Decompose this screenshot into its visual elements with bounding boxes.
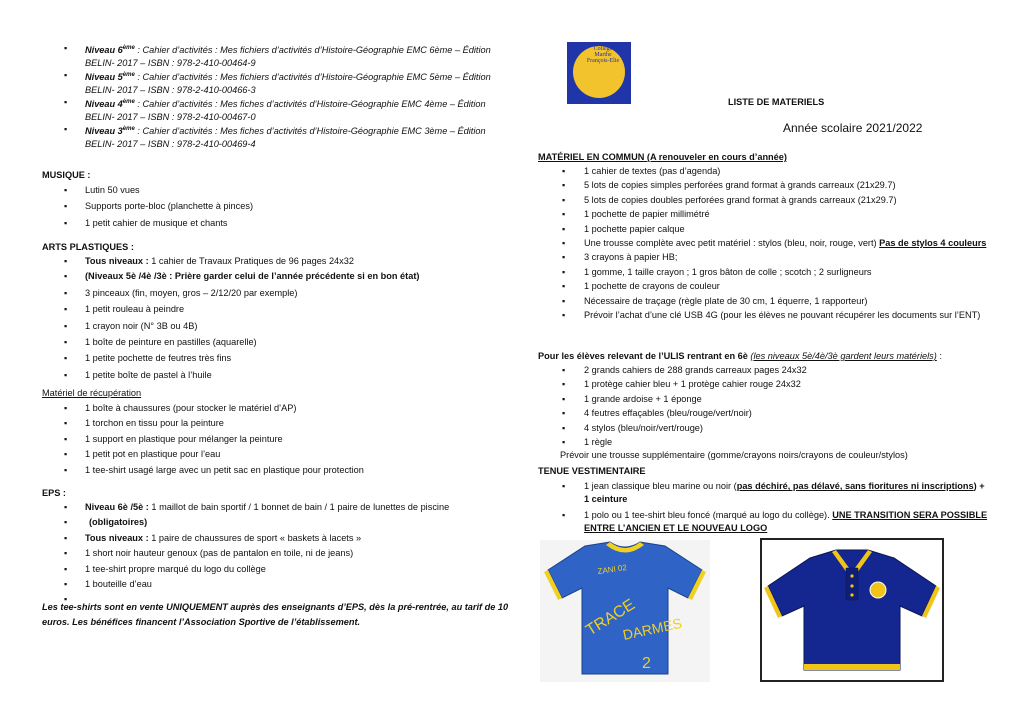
list-item: ▪ 1 short noir hauteur genoux (pas de pantalon en toile, ni de jeans): [42, 547, 512, 560]
list-item: ▪ 1 cahier de textes (pas d’agenda): [538, 165, 988, 178]
ulis-list: [538, 364, 988, 449]
list-item: ▪ 1 règle: [538, 436, 988, 449]
list-item: ▪ 1 petite boîte de pastel à l’huile: [42, 369, 512, 382]
recup-heading: Matériel de récupération: [42, 388, 142, 398]
logo-line: François-Elie: [586, 58, 620, 64]
list-item: ▪ 1 pochette papier calque: [538, 223, 988, 236]
list-item: ▪ 3 crayons à papier HB;: [538, 251, 988, 264]
list-item: ▪ Nécessaire de traçage (règle plate de 30 cm, 1 équerre, 1 rapporteur): [538, 295, 988, 308]
list-item: ▪ 1 bouteille d’eau: [42, 578, 512, 591]
college-logo: [567, 42, 631, 104]
school-year: Année scolaire 2021/2022: [783, 121, 923, 135]
list-item: ▪ 1 petite pochette de feutres très fins: [42, 352, 512, 365]
niveau-5-item: ▪ Niveau 5ème : Cahier d’activités : Mes fichiers d’activités d’Histoire-Géographie EMC 5ème – Édition BELIN- 2017 – ISBN : 978-2-410-00466-3: [42, 69, 512, 96]
tshirt-text-2: DARMES: [621, 614, 684, 643]
eps-note: Les tee-shirts sont en vente UNIQUEMENT auprès des enseignants d’EPS, dès la pré-rentrée, au tarif de 10 euros. Les bénéfices financent l’Association Sportive de l’établissement.: [42, 602, 509, 627]
niveau-3-item: ▪ Niveau 3ème : Cahier d’activités : Mes fiches d’activités d’Histoire-Géographie EMC 3ème – Édition BELIN- 2017 – ISBN : 978-2-410-00469-4: [42, 123, 512, 150]
jean-item: ▪ 1 jean classique bleu marine ou noir (pas déchiré, pas délavé, sans fioritures ni inscriptions) + 1 ceinture: [538, 480, 988, 507]
tshirt-text-1: TRACE: [583, 596, 639, 640]
list-item: ▪ 1 gomme, 1 taille crayon ; 1 gros bâton de colle ; scotch ; 2 surligneurs: [538, 266, 988, 279]
polo-logo-badge: [870, 582, 886, 598]
list-item: ▪ Prévoir l’achat d’une clé USB 4G (pour les élèves ne pouvant récupérer les documents sur l’ENT): [538, 309, 988, 322]
tenue-heading: TENUE VESTIMENTAIRE: [538, 466, 646, 476]
niveau-4-item: ▪ Niveau 4ème : Cahier d’activités : Mes fiches d’activités d’Histoire-Géographie EMC 4ème – Édition BELIN- 2017 – ISBN : 978-2-410-00467-0: [42, 96, 512, 123]
list-item: ▪ 1 petit rouleau à peindre: [42, 303, 512, 316]
list-item: ▪ 1 crayon noir (N° 3B ou 4B): [42, 320, 512, 333]
eps-tous-niveaux: ▪ Tous niveaux : 1 paire de chaussures de sport « baskets à lacets »: [42, 532, 512, 545]
tenue-list: [538, 480, 988, 536]
list-item: ▪ 4 stylos (bleu/noir/vert/rouge): [538, 422, 988, 435]
list-item: ▪ 1 torchon en tissu pour la peinture: [42, 417, 512, 430]
list-item: ▪ 1 petit pot en plastique pour l’eau: [42, 448, 512, 461]
logo-text: [581, 46, 625, 64]
list-item: ▪ Supports porte-bloc (planchette à pinces): [42, 200, 512, 213]
logo-line: Collège: [593, 46, 613, 52]
polo-item: ▪ 1 polo ou 1 tee-shirt bleu foncé (marqué au logo du collège). UNE TRANSITION SERA POSSIBLE ENTRE L’ANCIEN ET LE NOUVEAU LOGO: [538, 509, 988, 536]
recup-list: [42, 402, 512, 477]
list-item: ▪ 1 boîte de peinture en pastilles (aquarelle): [42, 336, 512, 349]
tshirt-text-3: 2: [642, 655, 651, 672]
list-item: ▪ 1 support en plastique pour mélanger la peinture: [42, 433, 512, 446]
list-item: ▪ 1 tee-shirt usagé large avec un petit sac en plastique pour protection: [42, 464, 512, 477]
arts-list: [42, 255, 512, 382]
commun-list: [538, 165, 988, 322]
niveau-6-item: ▪ Niveau 6ème : Cahier d’activités : Mes fichiers d’activités d’Histoire-Géographie EMC 6ème – Édition BELIN- 2017 – ISBN : 978-2-410-00464-9: [42, 42, 512, 69]
arts-heading: ARTS PLASTIQUES :: [42, 242, 134, 252]
ulis-heading: Pour les élèves relevant de l’ULIS rentrant en 6è (les niveaux 5è/4è/3è gardent leurs matériels) :: [538, 351, 942, 361]
list-item: ▪ 3 pinceaux (fin, moyen, gros – 2/12/20 par exemple): [42, 287, 512, 300]
list-item: ▪ 1 grande ardoise + 1 éponge: [538, 393, 988, 406]
list-item: ▪ 5 lots de copies doubles perforées grand format à grands carreaux (21x29.7): [538, 194, 988, 207]
trousse-item: ▪ Une trousse complète avec petit matériel : stylos (bleu, noir, rouge, vert) Pas de stylos 4 couleurs: [538, 237, 988, 250]
list-item: ▪ 4 feutres effaçables (bleu/rouge/vert/noir): [538, 407, 988, 420]
list-item: ▪ 5 lots de copies simples perforées grand format à grands carreaux (21x29.7): [538, 179, 988, 192]
arts-niveaux-note: ▪ (Niveaux 5è /4è /3è : Prière garder celui de l’année précédente si en bon état): [42, 270, 512, 283]
eps-list: [42, 501, 512, 607]
tshirt-collar-text: ZANI 02: [597, 562, 628, 576]
list-item: ▪ 1 tee-shirt propre marqué du logo du collège: [42, 563, 512, 576]
eps-6-5-item: ▪ Niveau 6è /5è : 1 maillot de bain sportif / 1 bonnet de bain / 1 paire de lunettes de piscine: [42, 501, 512, 514]
logo-line: Marthe: [594, 52, 612, 58]
eps-6-5-cont: ▪ (obligatoires): [42, 516, 512, 529]
eps-heading: EPS :: [42, 488, 66, 498]
commun-heading: MATÉRIEL EN COMMUN (A renouveler en cours d’année): [538, 152, 787, 162]
polo-illustration: [760, 538, 944, 682]
list-title: LISTE DE MATERIELS: [728, 97, 825, 107]
list-item: ▪ 1 boîte à chaussures (pour stocker le matériel d’AP): [42, 402, 512, 415]
list-item: ▪ 1 protège cahier bleu + 1 protège cahier rouge 24x32: [538, 378, 988, 391]
list-item: ▪ 1 pochette de papier millimétré: [538, 208, 988, 221]
musique-heading: MUSIQUE :: [42, 170, 91, 180]
eps-tshirt-photo: [540, 540, 710, 682]
tshirt-illustration: [540, 540, 710, 682]
list-item: ▪ Lutin 50 vues: [42, 184, 512, 197]
arts-tous-niveaux: ▪ Tous niveaux : 1 cahier de Travaux Pratiques de 96 pages 24x32: [42, 255, 512, 268]
list-item: ▪ 1 pochette de crayons de couleur: [538, 280, 988, 293]
list-item: ▪ 2 grands cahiers de 288 grands carreaux pages 24x32: [538, 364, 988, 377]
list-item: ▪ 1 petit cahier de musique et chants: [42, 217, 512, 230]
niveaux-list: [42, 42, 512, 150]
ulis-note: Prévoir une trousse supplémentaire (gomme/crayons noirs/crayons de couleur/stylos): [560, 450, 908, 460]
musique-list: [42, 184, 512, 230]
